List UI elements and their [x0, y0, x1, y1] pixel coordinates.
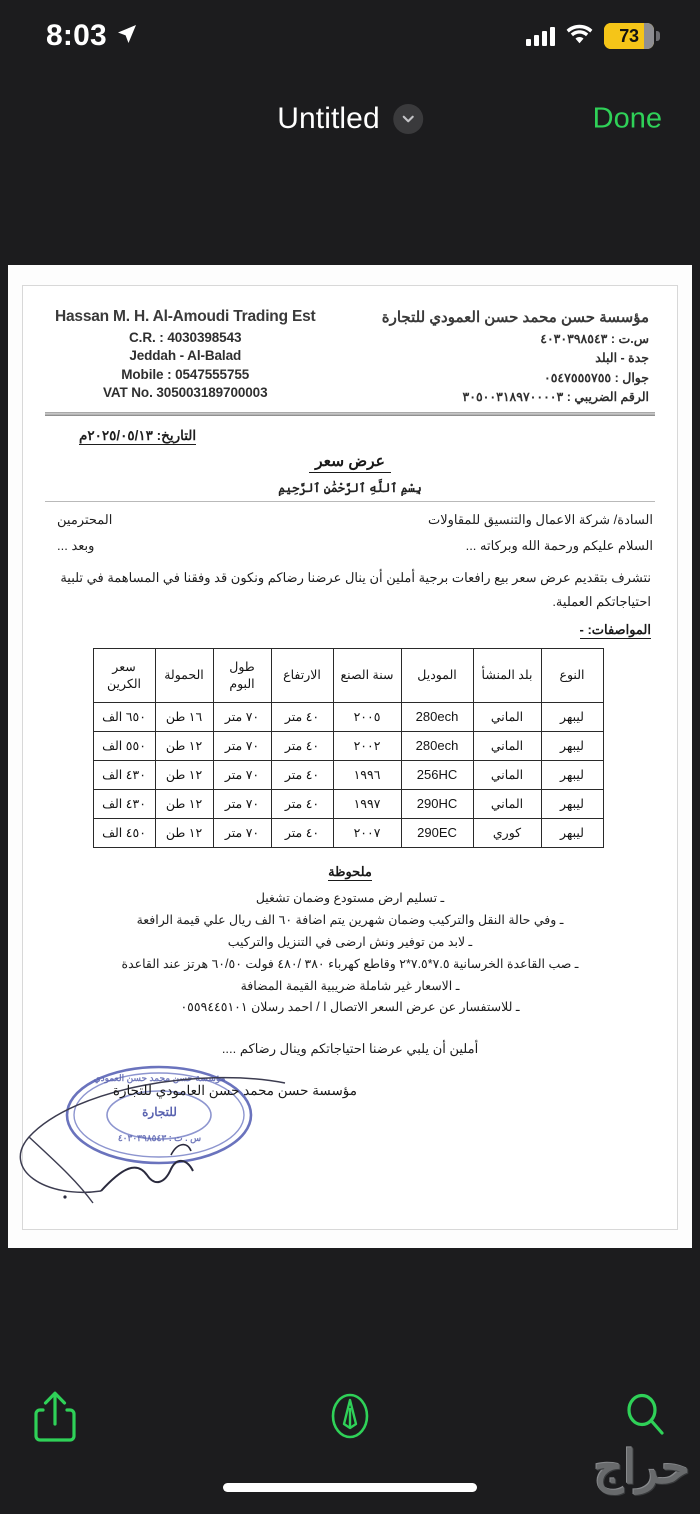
document-content [22, 285, 678, 1230]
bottom-toolbar [0, 1366, 700, 1514]
date-value: التاريخ: ٢٠٢٥/٠٥/١٣م [79, 428, 197, 443]
table-cell: ٢٠٠٧ [333, 819, 401, 848]
addressee-honorific: المحترمين [57, 512, 113, 527]
document-heading-text: عرض سعر [309, 453, 391, 473]
addressee-row [43, 502, 657, 528]
note-item: ـ وفي حالة النقل والتركيب وضمان شهرين يتم اضافة ٦٠ الف ريال علي قيمة الرافعة [136, 912, 564, 927]
table-header-cell: الحمولة [155, 649, 213, 703]
note-item: ـ تسليم ارض مستودع وضمان تشغيل [255, 891, 445, 906]
table-cell: ٤٥٠ الف [93, 819, 155, 848]
markup-pen-icon[interactable] [327, 1390, 373, 1447]
table-cell: ٤٠ متر [271, 819, 333, 848]
table-cell: ١٩٩٦ [333, 761, 401, 790]
table-cell: ٢٠٠٥ [333, 703, 401, 732]
document-heading [43, 452, 657, 471]
battery-percent: 73 [619, 25, 639, 46]
nav-bar [0, 88, 700, 150]
body-paragraph: نتشرف بتقديم عرض سعر بيع رافعات برجية أملين أن ينال عرضنا رضاكم ونكون قد وفقنا في المساهمة في تلبية احتياجاتكم العملية. [60, 570, 651, 610]
specs-label [43, 614, 657, 638]
table-header-cell: الارتفاع [271, 649, 333, 703]
notes-list [43, 888, 657, 1019]
table-header-cell: سنة الصنع [333, 649, 401, 703]
table-cell: ١٦ طن [155, 703, 213, 732]
table-cell: ٥٥٠ الف [93, 732, 155, 761]
table-cell: ٧٠ متر [213, 790, 271, 819]
table-cell: ٤٠ متر [271, 790, 333, 819]
table-cell: ٤٠ متر [271, 761, 333, 790]
table-body [93, 703, 603, 848]
table-cell: ليبهر [541, 819, 603, 848]
table-cell: 256HC [401, 761, 473, 790]
document-title: Untitled [277, 102, 380, 135]
cellular-signal-icon [526, 26, 555, 46]
table-cell: ٤٣٠ الف [93, 790, 155, 819]
table-cell: كوري [473, 819, 541, 848]
table-header-cell: النوع [541, 649, 603, 703]
table-row [93, 790, 603, 819]
table-cell: ٤٣٠ الف [93, 761, 155, 790]
city-ar: جدة - البلد [595, 351, 649, 365]
note-item: ـ للاستفسار عن عرض السعر الاتصال ا / احمد رسلان ٠٥٥٩٤٤٥١٠١ [180, 1000, 520, 1015]
signature-area [43, 1067, 657, 1217]
document-page[interactable] [8, 265, 692, 1248]
location-arrow-icon [115, 22, 139, 51]
basmala: بِسْمِ ٱللَّهِ ٱلرَّحْمَٰنِ ٱلرَّحِيمِ [278, 481, 422, 495]
table-cell: ٤٠ متر [271, 732, 333, 761]
table-header-cell: بلد المنشأ [473, 649, 541, 703]
note-item: ـ الاسعار غير شاملة ضريبية القيمة المضافة [240, 978, 460, 993]
table-cell: ٧٠ متر [213, 732, 271, 761]
stamp-bottom-text: س . ت : ٤٠٣٠٣٩٨٥٤٣ [117, 1133, 202, 1144]
letterhead-arabic [382, 308, 649, 404]
table-cell: ٢٠٠٢ [333, 732, 401, 761]
table-row [93, 732, 603, 761]
table-cell: 280ech [401, 732, 473, 761]
table-cell: ليبهر [541, 703, 603, 732]
table-cell: الماني [473, 761, 541, 790]
greeting-suffix: وبعد ... [57, 538, 95, 553]
notes-heading [43, 864, 657, 880]
spec-table-wrap [43, 638, 657, 848]
note-item: ـ لابد من توفير ونش ارضى في التنزيل والتركيب [227, 934, 473, 949]
done-button[interactable]: Done [592, 102, 662, 135]
vat-en: VAT No. 305003189700003 [102, 385, 268, 400]
table-cell: ١٢ طن [155, 732, 213, 761]
note-item: ـ صب القاعدة الخرسانية ٧.٥*٧.٥*٢ وقاطع كهرباء ٣٨٠ /٤٨٠ فولت ٦٠/٥٠ هرتز عند القاعدة [121, 956, 579, 971]
status-time: 8:03 [46, 19, 107, 52]
greeting: السلام عليكم ورحمة الله وبركاته ... [465, 538, 653, 553]
table-header-row [93, 649, 603, 703]
table-row [93, 761, 603, 790]
document-title-button[interactable] [277, 102, 423, 136]
city-en: Jeddah - Al-Balad [129, 348, 242, 363]
table-header-cell: الموديل [401, 649, 473, 703]
table-cell: الماني [473, 703, 541, 732]
notes-heading-text: ملحوظة [328, 864, 372, 880]
home-indicator[interactable] [223, 1483, 477, 1492]
table-cell: 280ech [401, 703, 473, 732]
battery-icon [604, 23, 654, 49]
spec-table [93, 648, 604, 848]
chevron-down-icon[interactable] [393, 104, 423, 134]
table-cell: ليبهر [541, 732, 603, 761]
table-header-cell: سعر الكرين [93, 649, 155, 703]
table-cell: الماني [473, 732, 541, 761]
table-cell: ١٢ طن [155, 819, 213, 848]
table-cell: 290HC [401, 790, 473, 819]
company-name-ar: مؤسسة حسن محمد حسن العمودي للتجارة [381, 309, 649, 326]
table-cell: الماني [473, 790, 541, 819]
mobile-ar: جوال : ٠٥٤٧٥٥٥٧٥٥ [544, 370, 649, 385]
cr-number-ar: س.ت : ٤٠٣٠٣٩٨٥٤٣ [540, 331, 649, 346]
cr-number-en: C.R. : 4030398543 [129, 329, 242, 345]
date-line [43, 416, 657, 444]
table-cell: ١٩٩٧ [333, 790, 401, 819]
table-cell: ١٢ طن [155, 790, 213, 819]
vat-ar: الرقم الضريبي : ٣٠٥٠٠٣١٨٩٧٠٠٠٠٣ [462, 390, 649, 404]
table-cell: ٤٠ متر [271, 703, 333, 732]
signature-company-name: مؤسسة حسن محمد حسن العامودي للتجارة [112, 1083, 357, 1099]
table-cell: ٧٠ متر [213, 761, 271, 790]
greeting-row [43, 528, 657, 554]
table-row [93, 819, 603, 848]
table-cell: ٧٠ متر [213, 819, 271, 848]
table-cell: ١٢ طن [155, 761, 213, 790]
stamp-top-text: مؤسسة حسن محمد حسن العمودي [93, 1073, 226, 1084]
haraj-watermark: حراج [593, 1441, 690, 1493]
addressee: السادة/ شركة الاعمال والتنسيق للمقاولات [427, 512, 653, 527]
letterhead-english [55, 308, 315, 404]
wifi-icon [566, 24, 593, 49]
search-icon[interactable] [624, 1392, 666, 1443]
letterhead [43, 300, 657, 404]
table-cell: ليبهر [541, 790, 603, 819]
table-header-cell: طول البوم [213, 649, 271, 703]
table-cell: ليبهر [541, 761, 603, 790]
mobile-en: Mobile : 0547555755 [121, 366, 250, 382]
specs-label-text: المواصفات: - [579, 622, 651, 638]
table-cell: ٧٠ متر [213, 703, 271, 732]
status-bar-right [526, 23, 654, 49]
status-bar [0, 0, 700, 72]
table-cell: ٦٥٠ الف [93, 703, 155, 732]
table-cell: 290EC [401, 819, 473, 848]
table-row [93, 703, 603, 732]
share-icon[interactable] [34, 1390, 76, 1447]
stamp-middle-text: للتجارة [142, 1105, 177, 1120]
status-bar-left [46, 19, 139, 53]
closing-line: أملين أن يلبي عرضنا احتياجاتكم وينال رضاكم .... [221, 1041, 479, 1057]
company-name-en: Hassan M. H. Al-Amoudi Trading Est [55, 308, 316, 325]
